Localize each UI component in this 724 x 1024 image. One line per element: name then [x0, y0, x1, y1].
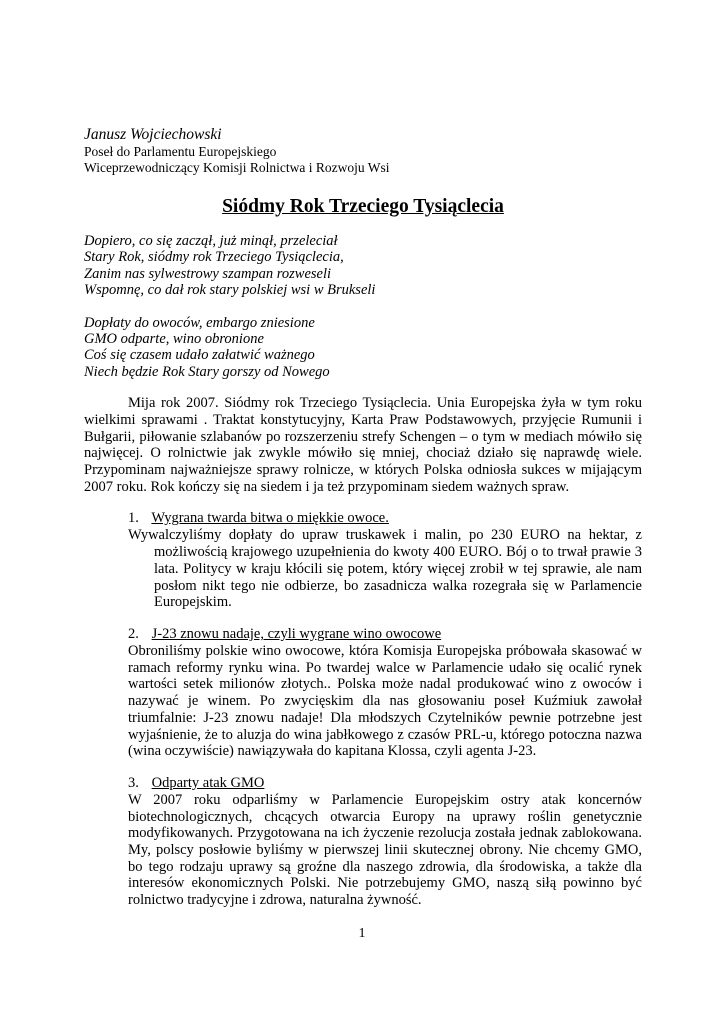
poem-line: Zanim nas sylwestrowy szampan rozweseli	[84, 265, 332, 282]
section-heading	[84, 775, 642, 792]
section-title: J-23 znowu nadaje, czyli wygrane wino owocowe	[151, 625, 442, 642]
poem-stanza-1	[84, 233, 642, 299]
section-3	[84, 775, 642, 909]
poem-line: Stary Rok, siódmy rok Trzeciego Tysiąclecia,	[84, 249, 344, 266]
poem-stanza-2	[84, 315, 642, 381]
section-2	[84, 626, 642, 760]
section-body: W 2007 roku odparliśmy w Parlamencie Europejskim ostry atak koncernów biotechnologicznych, chcących otwarcia Europy na uprawy roślin genetycznie modyfikowanych. Przygotowana na ich życzenie rezolucja została jednak zablokowana. My, polscy posłowie byliśmy w pierwszej linii skutecznej obrony. Nie chcemy GMO, bo tego rodzaju uprawy są groźne dla naszego zdrowia, dla środowiska, a także dla interesów ekonomicznych Polski. Nie potrzebujemy GMO, naszą siłą powinno być rolnictwo tradycyjne i zdrowa, naturalna żywność.	[128, 791, 642, 909]
page-number: 1	[358, 926, 366, 941]
poem-line: Dopiero, co się zaczął, już minął, przeleciał	[84, 233, 338, 249]
section-title: Wygrana twarda bitwa o miękkie owoce.	[151, 510, 389, 527]
author-role-1: Poseł do Parlamentu Europejskiego	[84, 144, 277, 159]
document-page	[84, 126, 642, 909]
section-number: 3.	[128, 774, 139, 791]
document-title: Siódmy Rok Trzeciego Tysiąclecia	[222, 196, 504, 217]
section-1	[84, 510, 642, 611]
poem-line: Dopłaty do owoców, embargo zniesione	[84, 314, 315, 331]
poem-line: Niech będzie Rok Stary gorszy od Nowego	[84, 363, 330, 380]
poem-line: Wspomnę, co dał rok stary polskiej wsi w Brukseli	[84, 282, 376, 299]
author-name: Janusz Wojciechowski	[84, 126, 222, 143]
intro-paragraph: Mija rok 2007. Siódmy rok Trzeciego Tysiąclecia. Unia Europejska żyła w tym roku wielkimi sprawami . Traktat konstytucyjny, Karta Praw Podstawowych, przyjęcie Rumunii i Bułgarii, piłowanie szlabanów po rozszerzeniu strefy Schengen – o tym w mediach mówiło się najwięcej. O rolnictwie jak zwykle mówiło się mniej, chociaż działo się naprawdę wiele. Przypominam najważniejsze sprawy rolnicze, w których Polska odniosła sukces w mijającym 2007 roku. Rok kończy się na siedem i ja też przypominam siedem ważnych spraw.	[84, 395, 642, 495]
poem-line: GMO odparte, wino obronione	[84, 331, 264, 348]
section-title: Odparty atak GMO	[151, 774, 265, 791]
author-role-2: Wiceprzewodniczący Komisji Rolnictwa i Rozwoju Wsi	[84, 160, 390, 175]
section-body: Wywalczyliśmy dopłaty do upraw truskawek i malin, po 230 EURO na hektar, z możliwością krajowego uzupełnienia do kwoty 400 EURO. Bój o to trwał prawie 3 lata. Politycy w kraju kłócili się potem, który więcej zrobił w tej sprawie, ale nam posłom nikt tego nie odbierze, bo zasadnicza walka rozegrała się w Parlamencie Europejskim.	[128, 527, 642, 611]
section-number: 1.	[128, 510, 139, 527]
poem	[84, 233, 642, 380]
section-heading	[84, 510, 642, 527]
section-body: Obroniliśmy polskie wino owocowe, która Komisja Europejska próbowała skasować w ramach reformy rynku wina. Po twardej walce w Parlamencie udało się ocalić rynek wartości setek milionów złotych.. Polska może nadal produkować wino z owoców i nazywać je winem. Po zwycięskim dla nas głosowaniu poseł Kuźmiuk zawołał triumfalnie: J-23 znowu nadaje! Dla młodszych Czytelników pewnie potrzebne jest wyjaśnienie, że to aluzja do wina jabłkowego z czasów PRL-u, którego potoczna nazwa (wina oczywiście) nawiązywała do kapitana Klossa, czyli agenta J-23.	[128, 642, 642, 760]
author-block	[84, 126, 642, 176]
poem-line: Coś się czasem udało załatwić ważnego	[84, 347, 315, 364]
section-number: 2.	[128, 625, 139, 642]
section-heading	[84, 626, 642, 643]
